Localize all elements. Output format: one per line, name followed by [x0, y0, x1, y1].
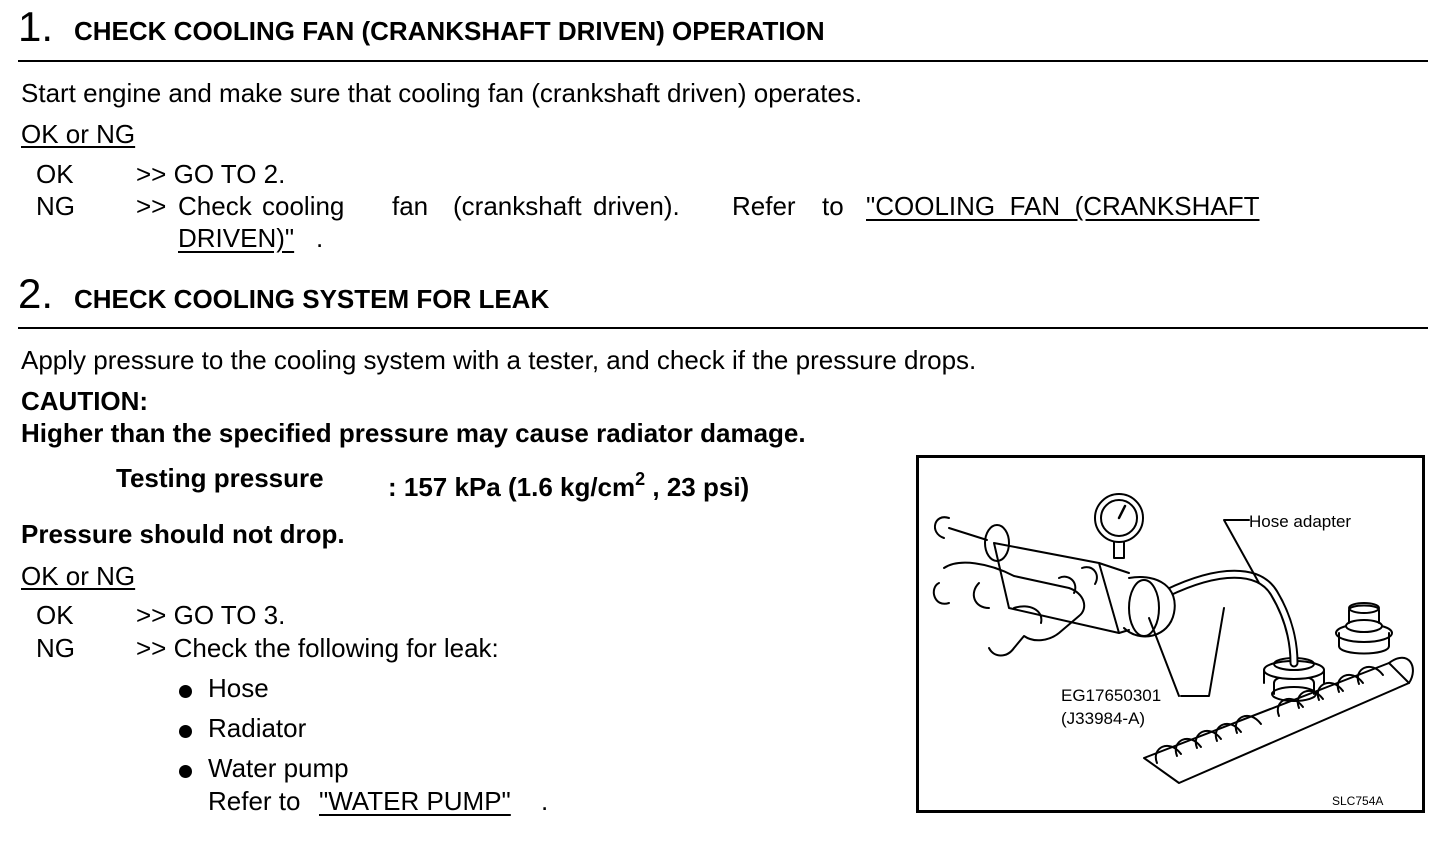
water-pump-link[interactable]: "WATER PUMP": [319, 786, 511, 816]
tool-number-label: EG17650301: [1061, 686, 1162, 705]
hose-adapter-label: Hose adapter: [1249, 512, 1352, 531]
step-1-ng-label: NG: [36, 191, 75, 221]
step-1-ng-word: Check: [178, 191, 252, 221]
step-1-ng-period: .: [316, 223, 324, 253]
cooling-fan-link[interactable]: "COOLING FAN (CRANKSHAFT: [866, 191, 1260, 221]
leak-item-radiator: Radiator: [208, 713, 307, 743]
step-1-ng-word: fan: [392, 191, 429, 221]
step-1-ok-or-ng: OK or NG: [21, 119, 136, 149]
pressure-tester-figure: [916, 455, 1425, 813]
step-2-ok-or-ng: OK or NG: [21, 561, 136, 591]
pressure-tester-illustration: [919, 458, 1422, 810]
bullet-icon: [179, 765, 192, 778]
step-1-number: 1.: [18, 3, 54, 50]
step-2-ng-action: >> Check the following for leak:: [136, 633, 499, 663]
testing-pressure-value: : 157 kPa (1.6 $kg/cm^2$ , 23 psi): [388, 469, 750, 502]
step-1-ng-word: cooling: [262, 191, 345, 221]
step-2-ok-action: >> GO TO 3.: [136, 600, 286, 630]
step-2-instruction: Apply pressure to the cooling system with a tester, and check if the pressure drops.: [21, 345, 977, 375]
step-1-ng-arrow: >>: [136, 191, 167, 221]
step-1-ng-word: (crankshaft: [453, 191, 582, 221]
caution-label: CAUTION:: [21, 386, 149, 416]
step-1-ng-word: Refer: [732, 191, 796, 221]
step-1-divider: [18, 60, 1428, 62]
step-2-divider: [18, 327, 1428, 329]
step-2-number: 2.: [18, 270, 54, 317]
step-1-ng-word: driven).: [593, 191, 680, 221]
refer-text: Refer to: [208, 786, 308, 816]
step-2-ok-label: OK: [36, 600, 74, 630]
refer-period: .: [541, 786, 549, 816]
pressure-should-not-drop: Pressure should not drop.: [21, 519, 345, 549]
bullet-icon: [179, 685, 192, 698]
cooling-fan-link-continued[interactable]: DRIVEN)": [178, 223, 295, 253]
step-1-ok-action: >> GO TO 2.: [136, 159, 286, 189]
tool-alt-number-label: (J33984-A): [1061, 709, 1146, 728]
step-1-title: CHECK COOLING FAN (CRANKSHAFT DRIVEN) OPERATION: [74, 16, 825, 46]
bullet-icon: [179, 725, 192, 738]
leak-item-hose: Hose: [208, 673, 269, 703]
step-2-title: CHECK COOLING SYSTEM FOR LEAK: [74, 284, 550, 314]
figure-code: SLC754A: [1332, 794, 1384, 808]
caution-text: Higher than the specified pressure may cause radiator damage.: [21, 418, 806, 448]
step-1-instruction: Start engine and make sure that cooling fan (crankshaft driven) operates.: [21, 78, 863, 108]
step-2-ng-label: NG: [36, 633, 75, 663]
step-1-ok-label: OK: [36, 159, 74, 189]
step-1-ng-word: to: [822, 191, 844, 221]
testing-pressure-label: Testing pressure: [116, 463, 324, 493]
leak-item-water-pump: Water pump: [208, 753, 349, 783]
